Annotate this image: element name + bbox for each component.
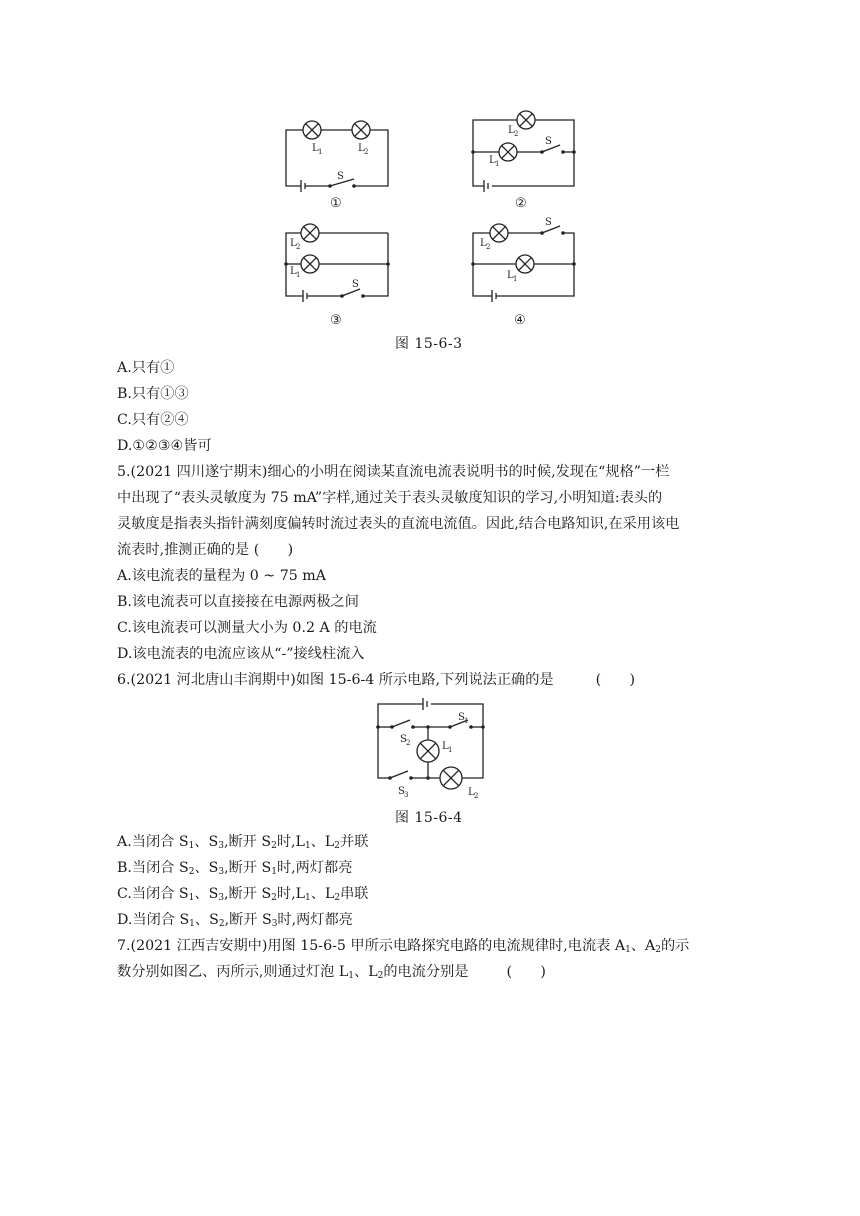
switch-label: S xyxy=(545,217,552,228)
lamp-label: L xyxy=(508,125,515,136)
lamp-label: L xyxy=(442,741,449,752)
option-c[interactable]: C.当闭合 $S_1$、$S_3$,断开 $S_2$时$,L_1$、$L_2$串联 xyxy=(117,886,369,903)
question-5-stem: 5.(2021 四川遂宁期末)细心的小明在阅读某直流电流表说明书的时候,发现在“规格”一栏 xyxy=(117,464,670,480)
lamp-icon xyxy=(517,111,535,129)
question-7-stem: 数分别如图乙、丙所示,则通过灯泡 $L_1$、$L_2$的电流分别是 ( ) xyxy=(117,964,546,981)
option-c[interactable]: C.只有②④ xyxy=(117,412,189,428)
circuit-4 xyxy=(471,217,576,328)
question-6-stem: 6.(2021 河北唐山丰润期中)如图 15-6-4 所示电路,下列说法正确的是 ( ) xyxy=(117,672,636,688)
figure-caption: 图 15-6-3 xyxy=(395,336,463,352)
figure-15-6-3 xyxy=(270,100,600,335)
question-7-stem: 7.(2021 江西吉安期中)用图 15-6-5 甲所示电路探究电路的电流规律时,电流表 $A_1$、$A_2$的示 xyxy=(117,938,690,955)
option-a[interactable]: A.当闭合 $S_1$、$S_3$,断开 $S_2$时$,L_1$、$L_2$并联 xyxy=(117,834,369,851)
switch-label: S xyxy=(458,712,465,723)
lamp-icon xyxy=(352,121,370,139)
option-c[interactable]: C.该电流表可以测量大小为 0.2 A 的电流 xyxy=(117,620,377,636)
figure-15-6-4 xyxy=(370,696,490,802)
circuit-1 xyxy=(286,121,388,211)
lamp-label: L xyxy=(312,143,319,154)
option-b[interactable]: B.只有①③ xyxy=(117,386,189,402)
circuit-number: ④ xyxy=(514,313,526,328)
option-a[interactable]: A.该电流表的量程为 0 ~ 75 mA xyxy=(117,568,326,584)
circuit-2 xyxy=(471,111,576,211)
lamp-label: L xyxy=(358,143,365,154)
question-5-stem: 中出现了“表头灵敏度为 75 mA”字样,通过关于表头灵敏度知识的学习,小明知道:表头的 xyxy=(117,490,663,506)
svg-text:1: 1 xyxy=(495,160,500,168)
lamp-label: L xyxy=(468,787,475,798)
figure-caption: 图 15-6-4 xyxy=(395,810,463,826)
option-b[interactable]: B.当闭合 $S_2$、$S_3$,断开 $S_1$时,两灯都亮 xyxy=(117,860,353,877)
answer-bracket: ( ) xyxy=(595,672,636,688)
svg-text:2: 2 xyxy=(514,130,519,138)
option-d[interactable]: D.当闭合 $S_1$、$S_2$,断开 $S_3$时,两灯都亮 xyxy=(117,912,353,929)
option-a[interactable]: A.只有① xyxy=(117,360,175,376)
lamp-icon xyxy=(301,255,319,273)
circuit-3 xyxy=(284,224,390,328)
circuit-number: ① xyxy=(330,196,342,211)
question-5-stem: 流表时,推测正确的是 ( ) xyxy=(117,542,294,558)
switch-label: S xyxy=(337,171,344,182)
option-d[interactable]: D.该电流表的电流应该从“-”接线柱流入 xyxy=(117,646,365,662)
answer-bracket: ( ) xyxy=(506,964,546,980)
lamp-icon xyxy=(499,143,517,161)
svg-text:2: 2 xyxy=(406,739,411,747)
circuit-number: ② xyxy=(515,196,527,211)
lamp-icon xyxy=(516,255,534,273)
svg-text:2: 2 xyxy=(474,792,479,800)
lamp-label: L xyxy=(507,270,514,281)
svg-text:3: 3 xyxy=(404,791,409,799)
svg-text:1: 1 xyxy=(448,746,453,754)
lamp-icon xyxy=(440,767,462,789)
svg-text:1: 1 xyxy=(296,271,301,279)
option-d[interactable]: D.①②③④皆可 xyxy=(117,438,212,454)
lamp-icon xyxy=(301,224,319,242)
question-5-stem: 灵敏度是指表头指针满刻度偏转时流过表头的直流电流值。因此,结合电路知识,在采用该电 xyxy=(117,516,680,532)
switch-label: S xyxy=(398,786,405,797)
circuit-number: ③ xyxy=(330,313,342,328)
lamp-icon xyxy=(417,740,439,762)
svg-text:2: 2 xyxy=(486,243,491,251)
lamp-label: L xyxy=(489,155,496,166)
svg-text:2: 2 xyxy=(364,148,369,156)
switch-label: S xyxy=(400,734,407,745)
switch-label: S xyxy=(545,136,552,147)
lamp-icon xyxy=(490,224,508,242)
svg-text:2: 2 xyxy=(296,243,301,251)
svg-text:1: 1 xyxy=(318,148,323,156)
svg-text:1: 1 xyxy=(513,275,518,283)
lamp-label: L xyxy=(480,238,487,249)
lamp-label: L xyxy=(290,266,297,277)
switch-label: S xyxy=(352,279,359,290)
svg-text:1: 1 xyxy=(464,717,469,725)
lamp-label: L xyxy=(290,238,297,249)
lamp-icon xyxy=(303,121,321,139)
option-b[interactable]: B.该电流表可以直接接在电源两极之间 xyxy=(117,594,359,610)
